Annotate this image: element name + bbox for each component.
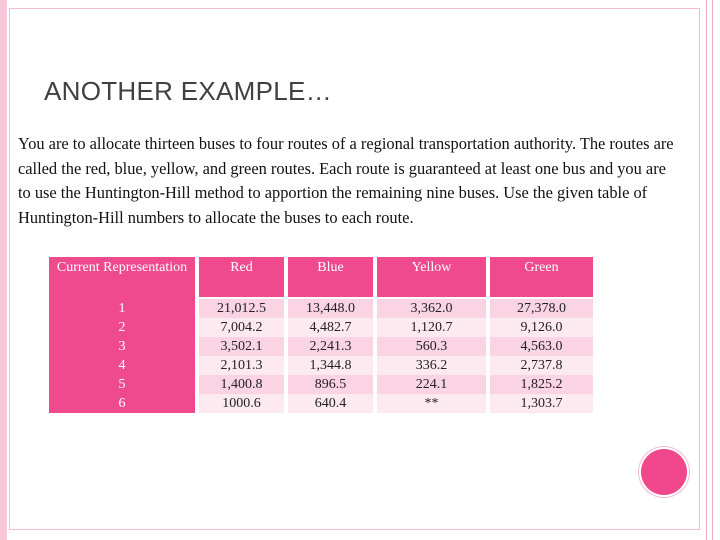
table-row: 3 3,502.1 2,241.3 560.3 4,563.0 xyxy=(49,337,593,356)
header-green: Green xyxy=(490,257,593,297)
table-row: 4 2,101.3 1,344.8 336.2 2,737.8 xyxy=(49,356,593,375)
slide-body-text: You are to allocate thirteen buses to four routes of a regional transportation authority. The routes are called the red, blue, yellow, and green routes. Each route is guaranteed at least one bus and you are to use the Huntington-Hill method to apportion the remaining nine buses. Use the given table of Huntington-Hill numbers to allocate the buses to each route. xyxy=(18,134,674,227)
decorative-pink-circle xyxy=(641,449,687,495)
header-blue: Blue xyxy=(288,257,373,297)
right-border-line-2 xyxy=(712,0,713,540)
right-border-line-1 xyxy=(706,0,707,540)
header-yellow: Yellow xyxy=(377,257,486,297)
table-row: 5 1,400.8 896.5 224.1 1,825.2 xyxy=(49,375,593,394)
slide-title: ANOTHER EXAMPLE… xyxy=(44,76,332,106)
huntington-hill-table xyxy=(49,257,593,413)
table-header-row xyxy=(49,257,593,297)
left-accent-bar xyxy=(0,0,7,540)
header-current-representation: Current Representation xyxy=(49,257,195,297)
table-row: 6 1000.6 640.4 ** 1,303.7 xyxy=(49,394,593,413)
table-row: 2 7,004.2 4,482.7 1,120.7 9,126.0 xyxy=(49,318,593,337)
header-red: Red xyxy=(199,257,284,297)
table-row: 1 21,012.5 13,448.0 3,362.0 27,378.0 xyxy=(49,299,593,318)
